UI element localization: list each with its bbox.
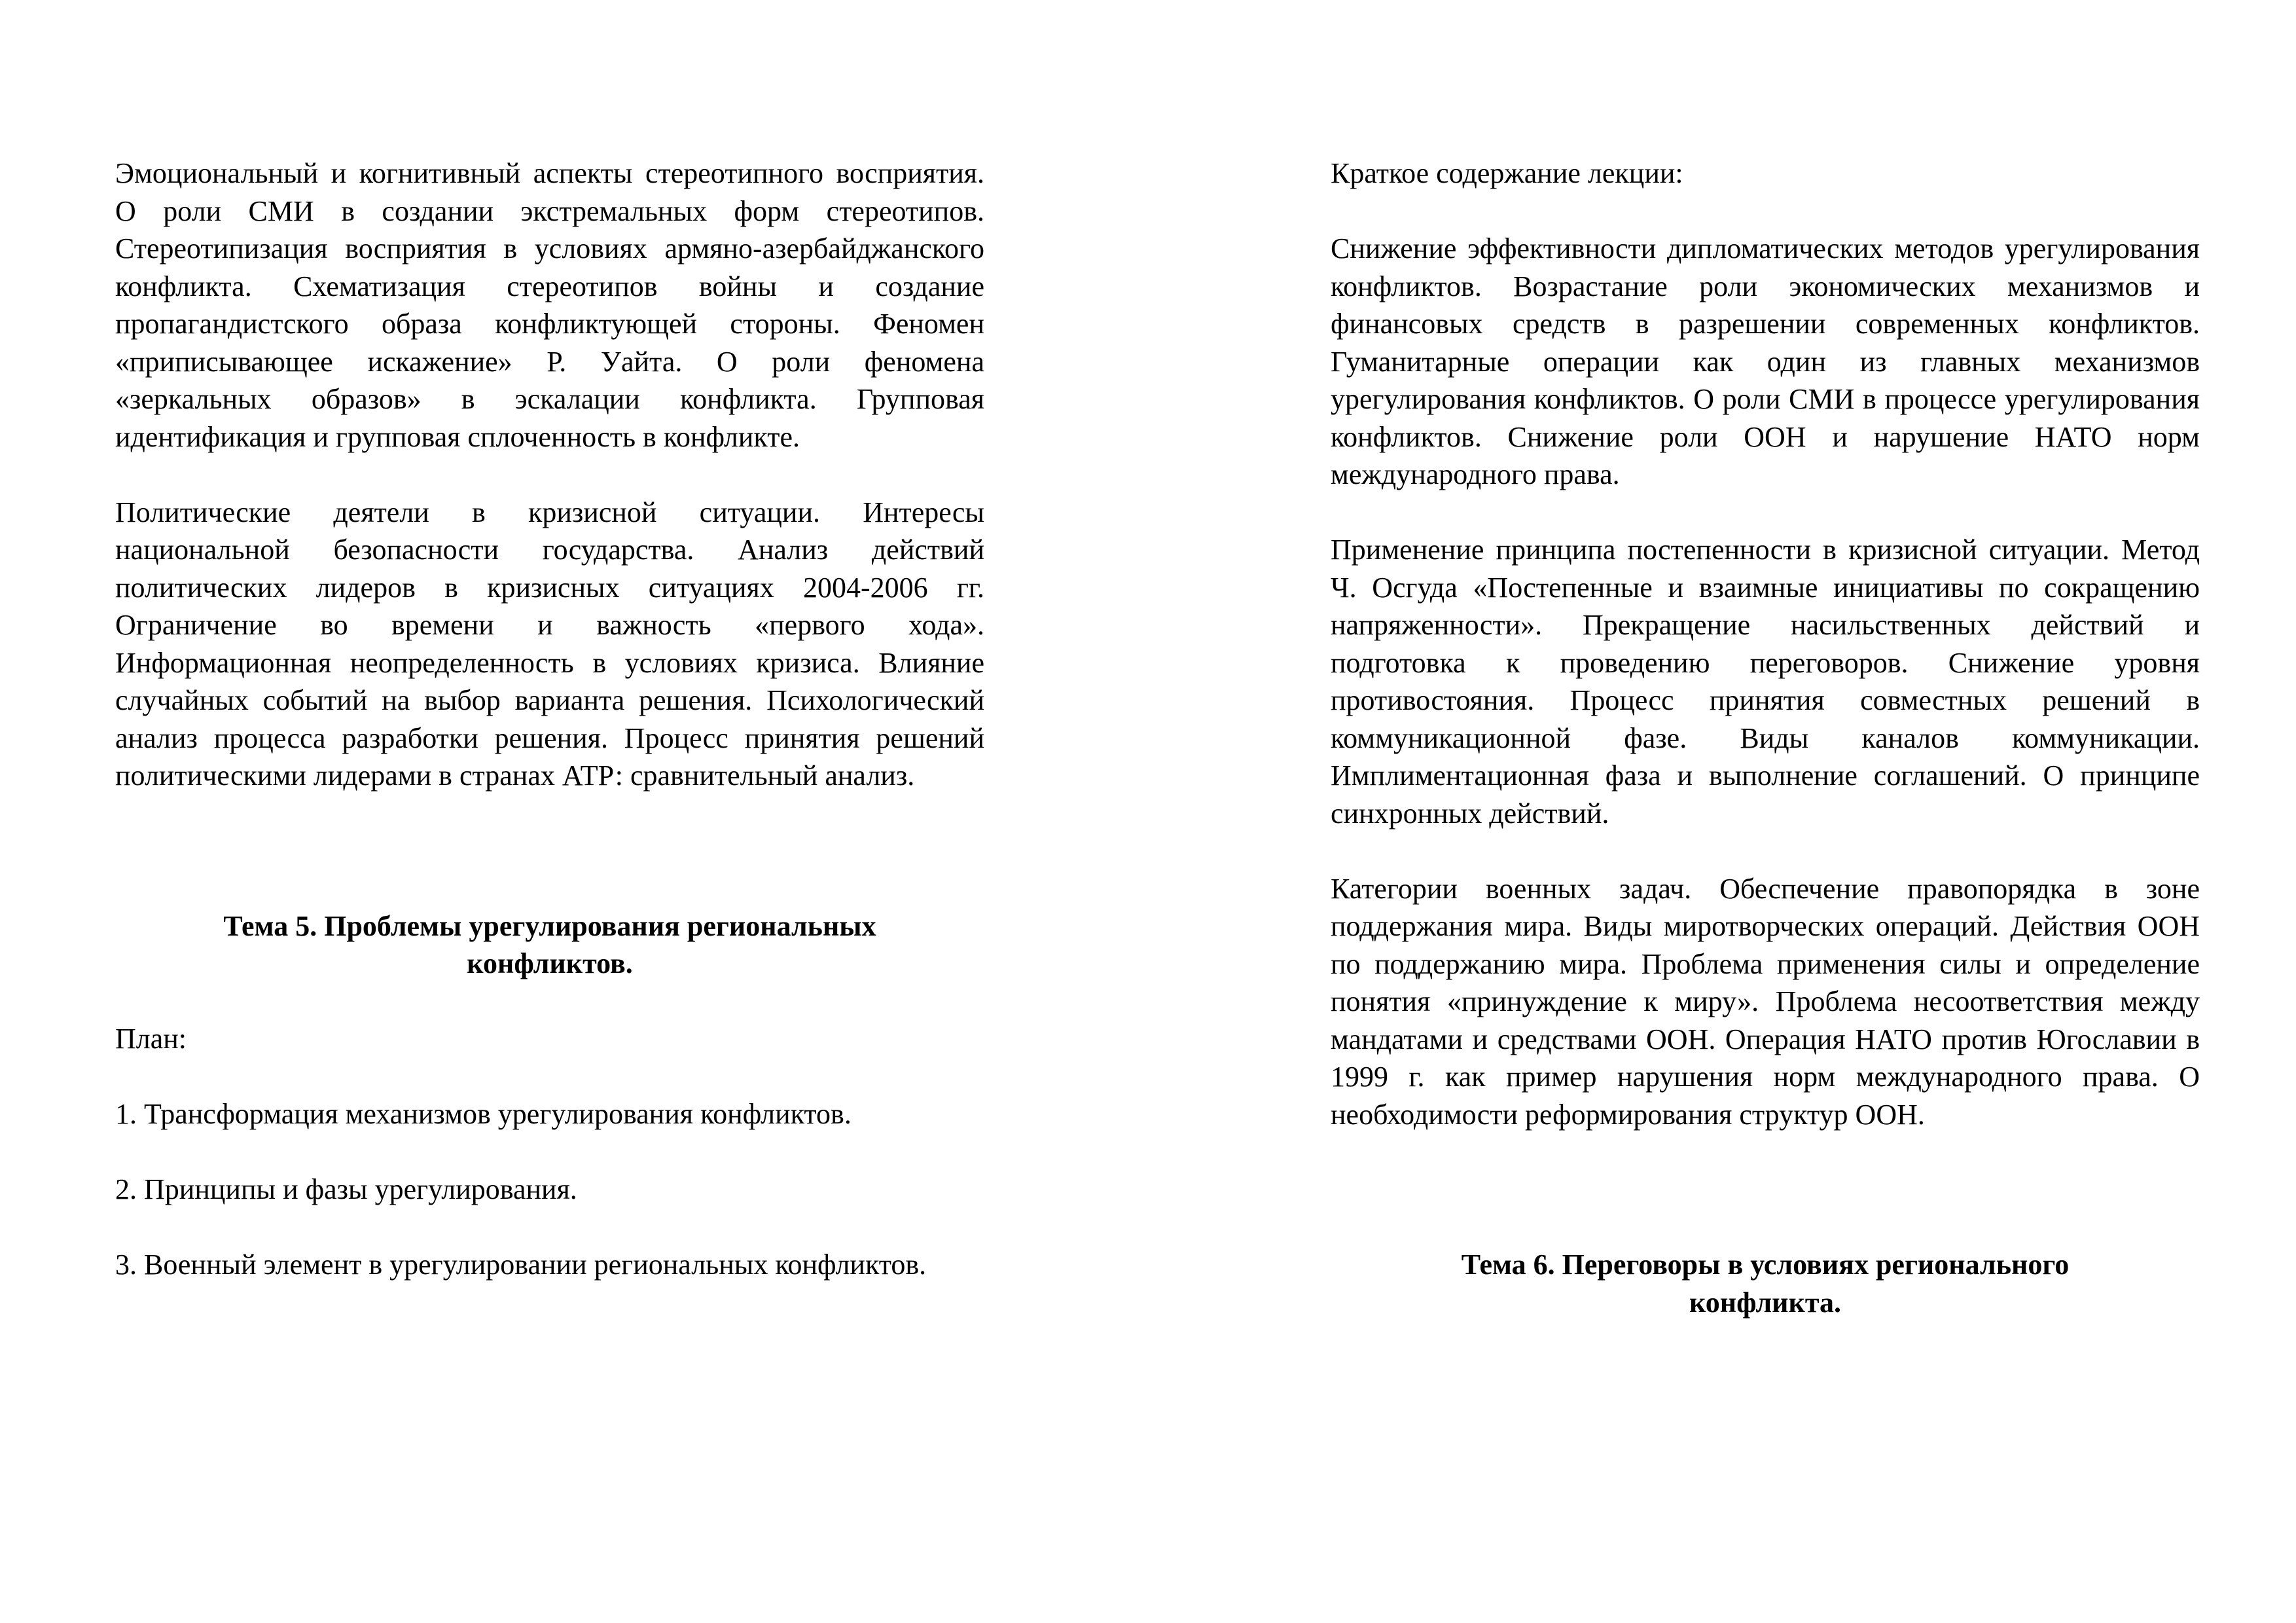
topic-6-heading-line1: Тема 6. Переговоры в условиях регионального: [1461, 1249, 2070, 1281]
right-page: [1148, 0, 2296, 1623]
topic-6-heading-line2: конфликта.: [1689, 1286, 1841, 1319]
topic-6-heading: [1331, 1246, 2200, 1321]
right-column: [1331, 155, 2200, 1321]
right-paragraph-military-tasks: Категории военных задач. Обеспечение правопорядка в зоне поддержания мира. Виды миротворческих операций. Действия ООН по поддержанию мира. Проблема применения силы и определение понятия «принуждение к миру». Проблема несоответствия между мандатами и средствами ООН. Операция НАТО против Югославии в 1999 г. как пример нарушения норм международного права. О необходимости реформирования структур ООН.: [1331, 872, 2200, 1131]
right-paragraph-diplomatic-methods: Снижение эффективности дипломатических методов урегулирования конфликтов. Возрастание роли экономических механизмов и финансовых средств в разрешении современных конфликтов. Гуманитарные операции как один из главных механизмов урегулирования конфликтов. О роли СМИ в процессе урегулирования конфликтов. Снижение роли ООН и нарушение НАТО норм международного права.: [1331, 232, 2200, 490]
left-column: [115, 155, 984, 1284]
left-paragraph-political-leaders: Политические деятели в кризисной ситуации. Интересы национальной безопасности государства. Анализ действий политических лидеров в кризисных ситуациях 2004-2006 гг. Ограничение во времени и важность «первого хода». Информационная неопределенность в условиях кризиса. Влияние случайных событий на выбор варианта решения. Психологический анализ процесса разработки решения. Процесс принятия решений политическими лидерами в странах АТР: сравнительный анализ.: [115, 496, 984, 792]
plan-item-3: 3. Военный элемент в урегулировании региональных конфликтов.: [115, 1249, 927, 1281]
plan-item-1: 1. Трансформация механизмов урегулирования конфликтов.: [115, 1098, 852, 1130]
summary-label: Краткое содержание лекции:: [1331, 157, 1683, 189]
plan-item-2: 2. Принципы и фазы урегулирования.: [115, 1173, 577, 1205]
right-paragraph-gradualism: Применение принципа постепенности в кризисной ситуации. Метод Ч. Осгуда «Постепенные и взаимные инициативы по сокращению напряженности». Прекращение насильственных действий и подготовка к проведению переговоров. Снижение уровня противостояния. Процесс принятия совместных решений в коммуникационной фазе. Виды каналов коммуникации. Имплиментационная фаза и выполнение соглашений. О принципе синхронных действий.: [1331, 534, 2200, 830]
topic-5-heading: [115, 907, 984, 983]
topic-5-heading-line1: Тема 5. Проблемы урегулирования региональных: [223, 909, 876, 942]
plan-label: План:: [115, 1023, 187, 1055]
left-paragraph-stereotypes: Эмоциональный и когнитивный аспекты стереотипного восприятия. О роли СМИ в создании экстремальных форм стереотипов. Стереотипизация восприятия в условиях армяно-азербайджанского конфликта. Схематизация стереотипов войны и создание пропагандистского образа конфликтующей стороны. Феномен «приписывающее искажение» Р. Уайта. О роли феномена «зеркальных образов» в эскалации конфликта. Групповая идентификация и групповая сплоченность в конфликте.: [115, 157, 984, 453]
topic-5-heading-line2: конфликтов.: [467, 947, 633, 979]
